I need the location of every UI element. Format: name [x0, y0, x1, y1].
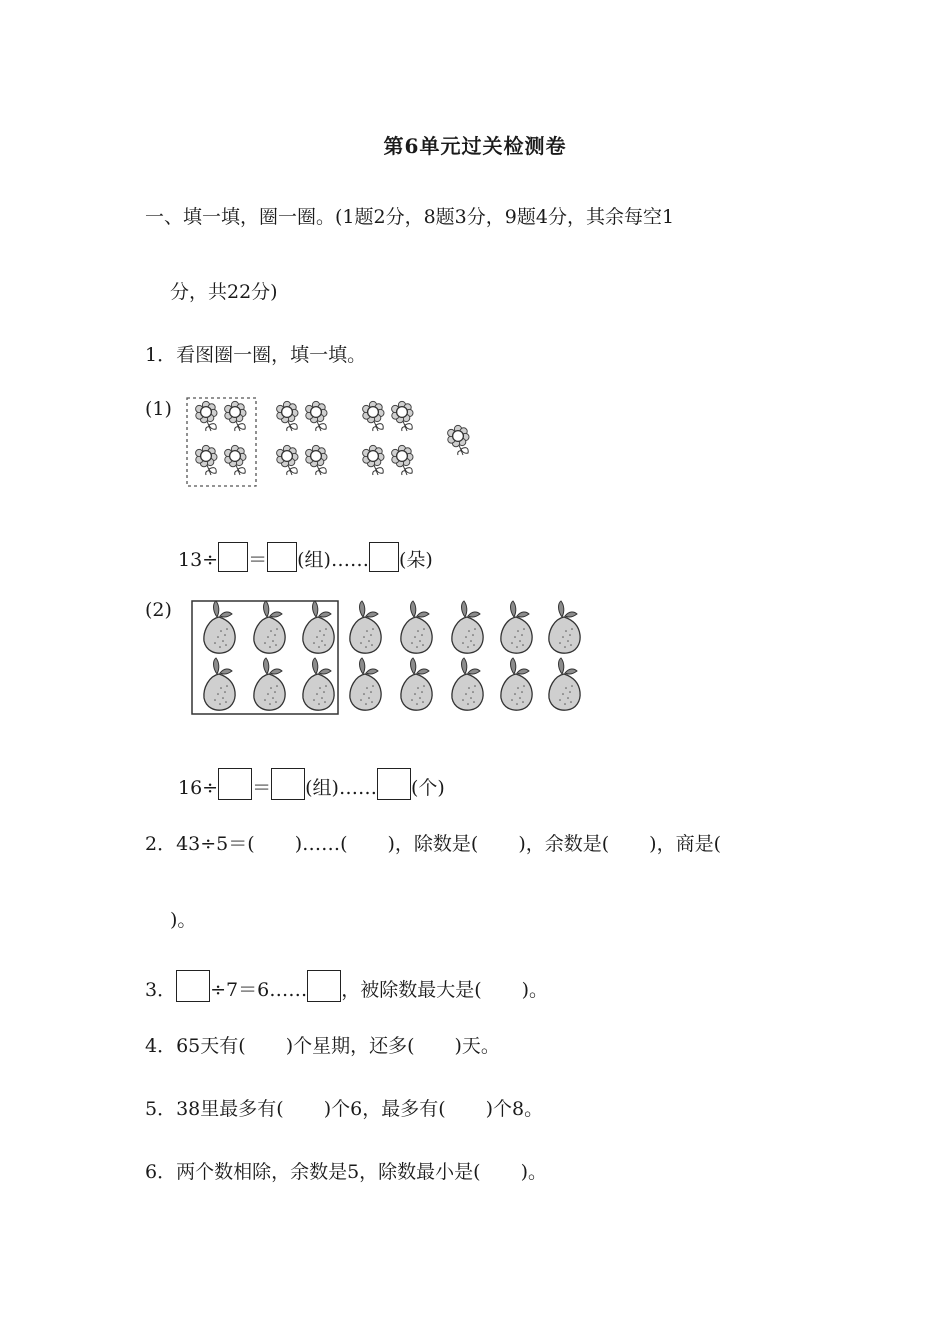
divisor-answer-box[interactable] [218, 768, 252, 800]
q1-part2-lhs: 16÷ [178, 777, 219, 799]
pear-icon [303, 658, 334, 710]
divisor-answer-box[interactable] [218, 542, 248, 572]
flower-icon [277, 401, 298, 431]
q2-text: )，余数是( [518, 833, 610, 855]
question-3 [145, 970, 548, 1002]
q1-part2-unit-groups: (组)…… [305, 777, 377, 799]
pear-icon [303, 601, 334, 653]
question-4 [145, 1034, 500, 1058]
q4-text: )天。 [454, 1035, 500, 1057]
q1-part1-lhs: 13÷ [178, 549, 219, 571]
equals-sign: ＝ [248, 549, 268, 571]
remainder-answer-box[interactable] [307, 970, 341, 1002]
flower-icon [225, 401, 246, 431]
flower-icon [363, 445, 384, 475]
q1-part1-equation [178, 542, 433, 572]
question-1: 1．看图圈一圈，填一填。 [145, 344, 367, 366]
q2-text: 2．43÷5＝( [145, 833, 255, 855]
pear-groups-figure [185, 595, 595, 720]
q5-text: 5．38里最多有( [145, 1098, 284, 1120]
dividend-answer-box[interactable] [176, 970, 210, 1002]
q3-text: ÷7＝6…… [210, 979, 308, 1001]
remainder-answer-box[interactable] [377, 768, 411, 800]
flower-icon [392, 401, 413, 431]
page-title: 第6单元过关检测卷 [383, 134, 567, 158]
quotient-answer-box[interactable] [271, 768, 305, 800]
pear-icon [401, 658, 432, 710]
remainder-answer-box[interactable] [369, 542, 399, 572]
q4-text: 4．65天有( [145, 1035, 246, 1057]
question-2-cont: )。 [170, 909, 197, 931]
q2-text: )，除数是( [387, 833, 479, 855]
flower-icon [448, 425, 469, 455]
q4-text: )个星期，还多( [285, 1035, 415, 1057]
flower-icon [363, 401, 384, 431]
pear-icon [254, 601, 285, 653]
question-6 [145, 1160, 547, 1184]
pear-icon [401, 601, 432, 653]
q6-text: 6．两个数相除，余数是5，除数最小是( [145, 1161, 481, 1183]
pear-icon [549, 658, 580, 710]
q2-text: )，商是( [649, 833, 721, 855]
pear-icon [549, 601, 580, 653]
flower-groups-figure [180, 390, 500, 495]
flower-icon [306, 401, 327, 431]
flower-icon [392, 445, 413, 475]
pear-icon [204, 601, 235, 653]
q1-part2-equation [178, 768, 445, 800]
section-heading-cont: 分，共22分) [170, 281, 278, 303]
q3-text: )。 [521, 979, 549, 1001]
q3-text: ，被除数最大是( [341, 979, 482, 1001]
q1-part2-label: (2) [145, 599, 172, 621]
q1-part1-label: (1) [145, 398, 172, 420]
flower-icon [196, 401, 217, 431]
q1-part1-unit-flowers: (朵) [398, 549, 433, 571]
flower-icon [277, 445, 298, 475]
q5-text: )个8。 [485, 1098, 544, 1120]
pear-icon [204, 658, 235, 710]
question-2 [145, 832, 721, 856]
pear-icon [350, 658, 381, 710]
q5-text: )个6，最多有( [323, 1098, 446, 1120]
pear-icon [501, 658, 532, 710]
q1-part2-unit-items: (个) [410, 777, 445, 799]
pear-icon [254, 658, 285, 710]
flower-icon [196, 445, 217, 475]
section-heading: 一、填一填，圈一圈。(1题2分，8题3分，9题4分，其余每空1 [145, 206, 675, 228]
flower-icon [306, 445, 327, 475]
equals-sign: ＝ [252, 777, 272, 799]
flower-icon [225, 445, 246, 475]
pear-icon [350, 601, 381, 653]
pear-icon [452, 601, 483, 653]
pear-icon [501, 601, 532, 653]
pear-icon [452, 658, 483, 710]
question-5 [145, 1097, 543, 1121]
q6-text: )。 [520, 1161, 548, 1183]
q2-text: )……( [294, 833, 348, 855]
q1-part1-unit-groups: (组)…… [297, 549, 369, 571]
q3-number: 3． [145, 979, 177, 1001]
quotient-answer-box[interactable] [267, 542, 297, 572]
